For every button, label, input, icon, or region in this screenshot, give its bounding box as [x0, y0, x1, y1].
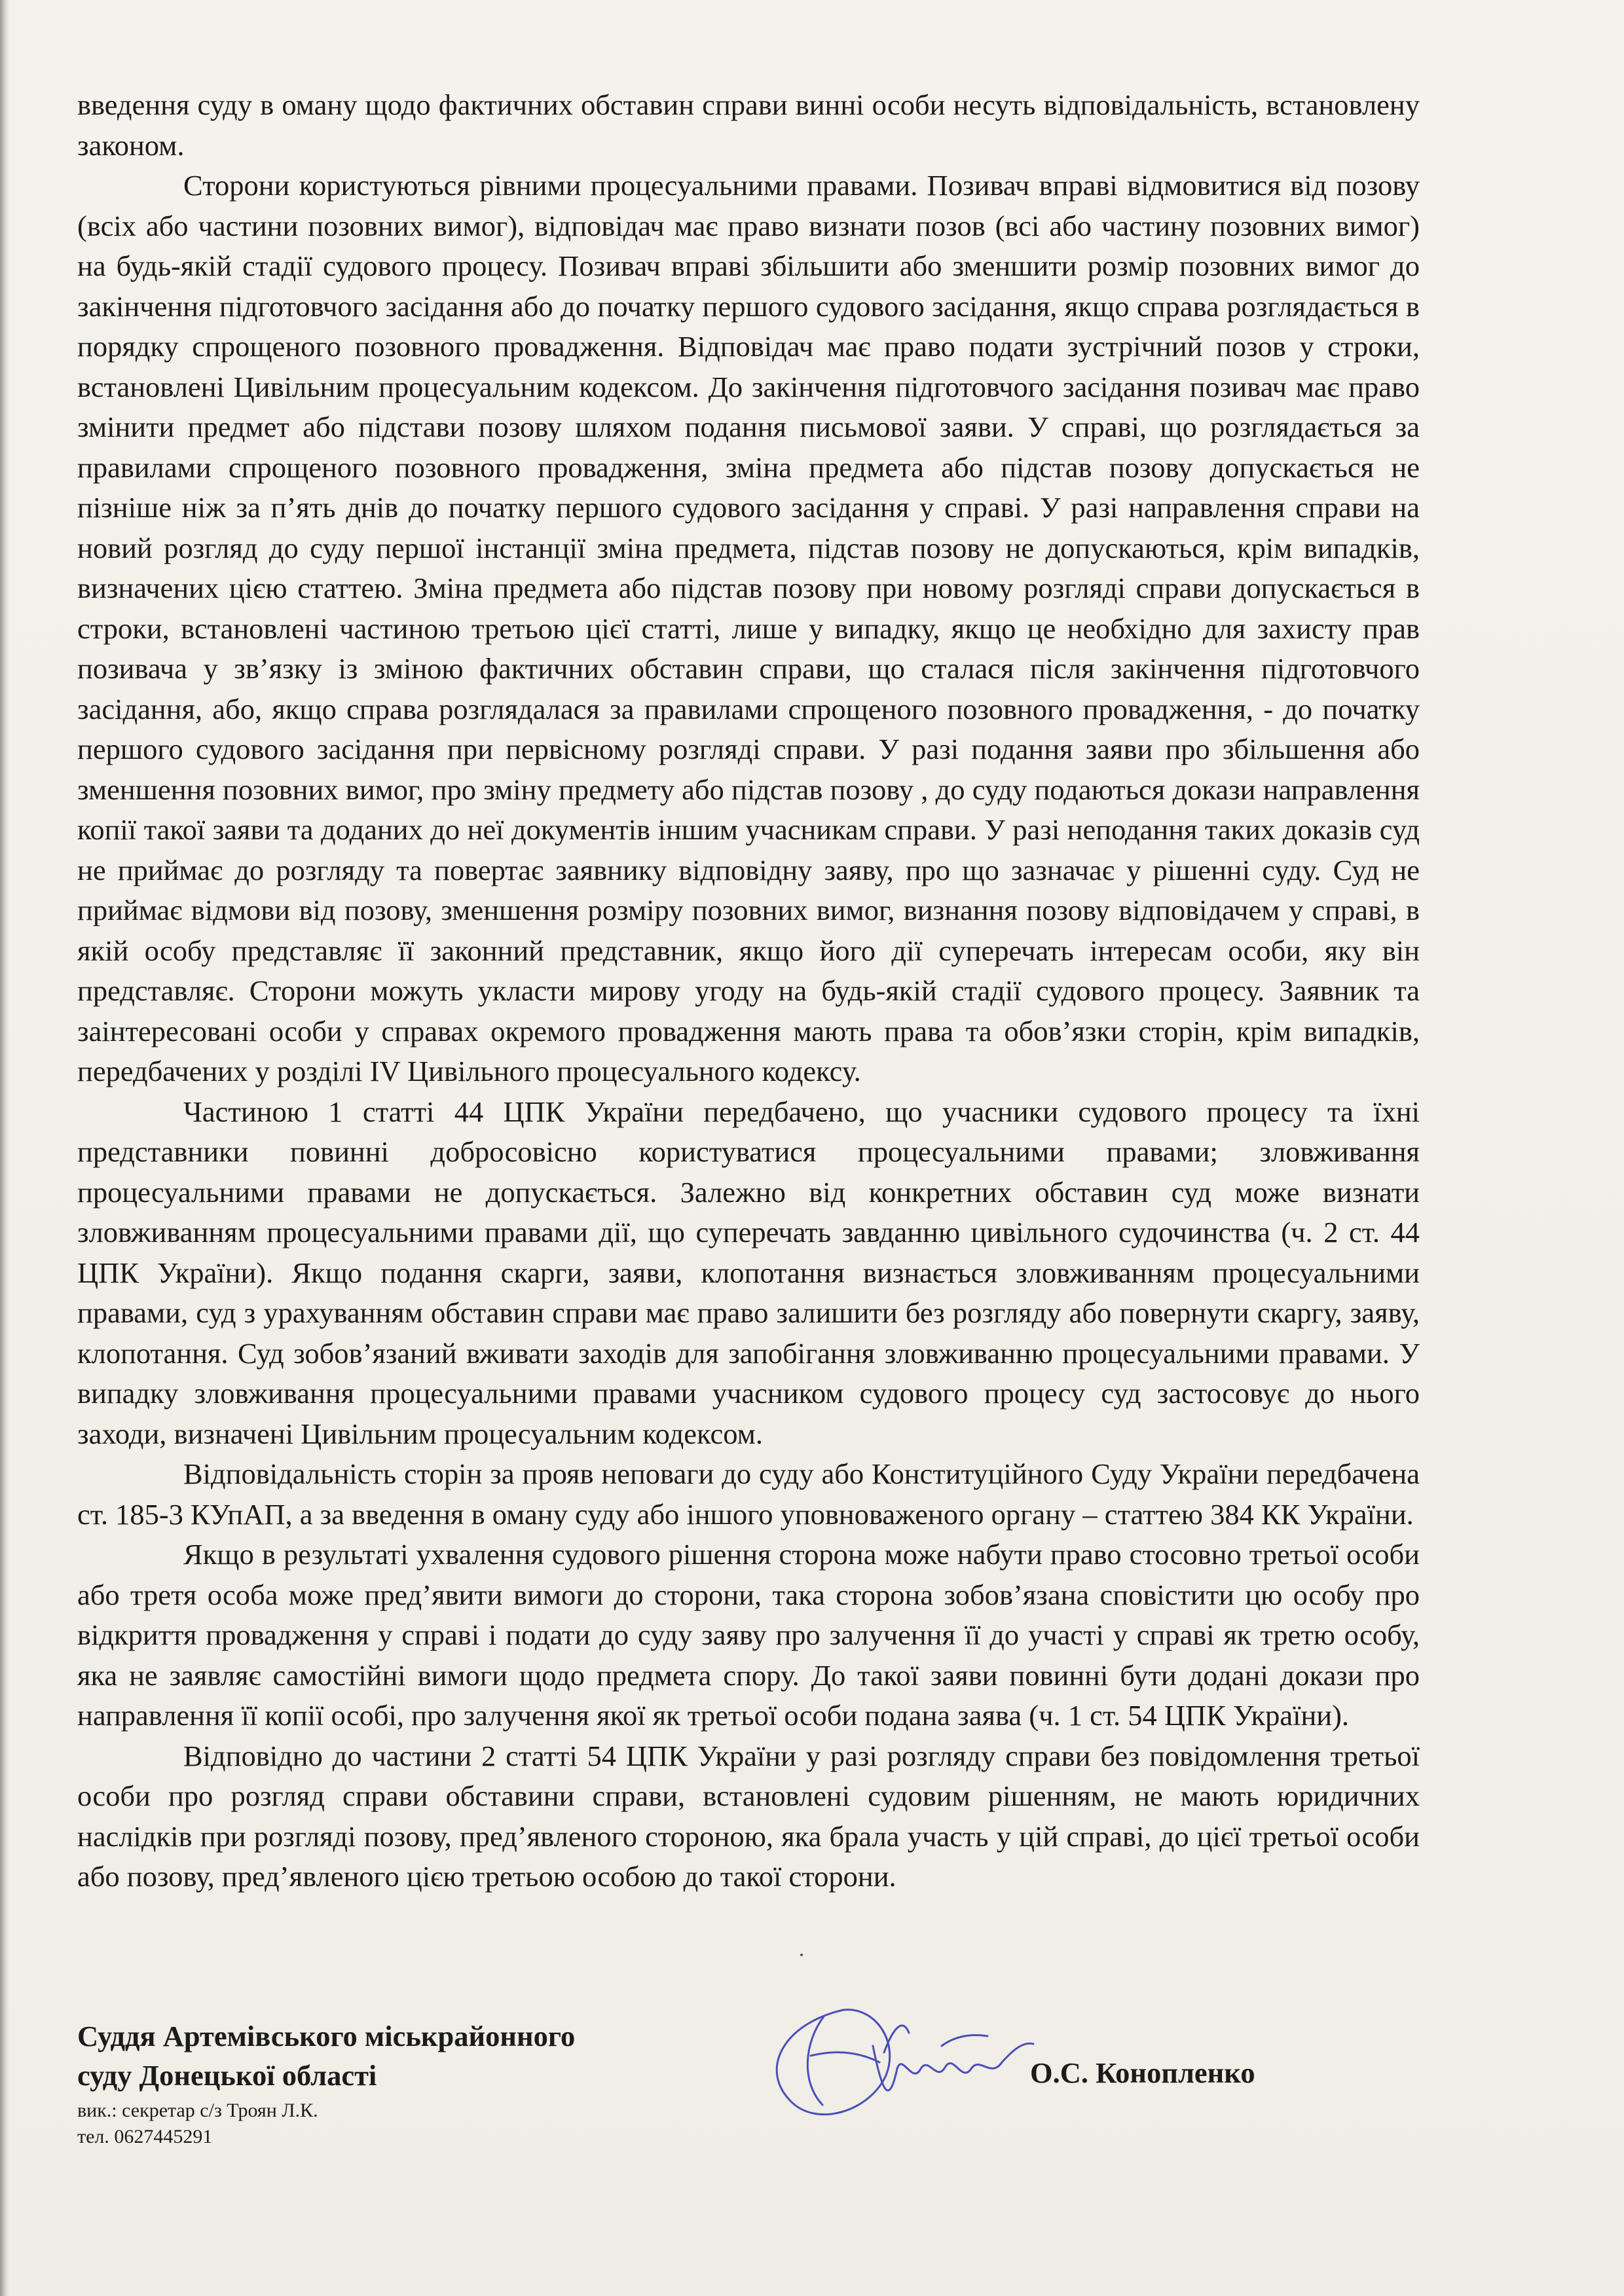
- judge-name: О.С. Конопленко: [1030, 2056, 1255, 2089]
- paragraph-1: введення суду в оману щодо фактичних обставин справи винні особи несуть відповідальність, встановлену законом.: [77, 88, 1420, 162]
- scan-edge-shadow: [0, 0, 9, 2296]
- judge-title-line-1: Суддя Артемівського міськрайонного: [77, 2020, 576, 2052]
- phone-line: тел. 0627445291: [77, 2126, 213, 2147]
- judge-title: [77, 2016, 575, 2095]
- executor-line: вик.: секретар с/з Троян Л.К.: [77, 2100, 318, 2121]
- handwritten-signature: [745, 1971, 1060, 2134]
- paragraph-5: Якщо в результаті ухвалення судового рішення сторона може набути право стосовно третьої особи або третя особа може пред’явити вимоги до сторони, така сторона зобов’язана сповістити цю особу про відкриття провадження у справі і подати до суду заяву про залучення її до участі у справі як третю особу, яка не заявляє самостійні вимоги щодо предмета спору. До такої заяви повинні бути додані докази про направлення її копії особі, про залучення якої як третьої особи подана заява (ч. 1 ст. 54 ЦПК України).: [77, 1538, 1420, 1732]
- judge-title-line-2: суду Донецької області: [77, 2059, 377, 2092]
- signature-block: [77, 2016, 1452, 2187]
- paragraph-3: Частиною 1 статті 44 ЦПК України передбачено, що учасники судового процесу та їхні представники повинні добросовісно користуватися процесуальними правами; зловживання процесуальними правами не допускається. Залежно від конкретних обставин суд може визнати зловживанням процесуальними правами дії, що суперечать завданню цивільного судочинства (ч. 2 ст. 44 ЦПК України). Якщо подання скарги, заяви, клопотання визнається зловживанням процесуальними правами, суд з урахуванням обставин справи має право залишити без розгляду або повернути скаргу, заяву, клопотання. Суд зобов’язаний вживати заходів для запобігання зловживанню процесуальними правами. У випадку зловживання процесуальними правами учасником судового процесу суд застосовує до нього заходи, визначені Цивільним процесуальним кодексом.: [77, 1095, 1420, 1450]
- document-body: [77, 85, 1420, 1897]
- paragraph-6: Відповідно до частини 2 статті 54 ЦПК України у разі розгляду справи без повідомлення третьої особи про розгляд справи обставини справи, встановлені судовим рішенням, не мають юридичних наслідків при розгляді позову, пред’явленого стороною, яка брала участь у цій справі, до цієї третьої особи або позову, пред’явленого цією третьою особою до такої сторони.: [77, 1739, 1420, 1893]
- paragraph-4: Відповідальність сторін за прояв неповаги до суду або Конституційного Суду України передбачена ст. 185-3 КУпАП, а за введення в оману суду або іншого уповноваженого органу – статтею 384 КК України.: [77, 1457, 1420, 1531]
- scan-speck: [800, 1954, 803, 1956]
- paragraph-2: Сторони користуються рівними процесуальними правами. Позивач вправі відмовитися від позову (всіх або частини позовних вимог), відповідач має право визнати позов (всі або частину позовних вимог) на будь-якій стадії судового процесу. Позивач вправі збільшити або зменшити розмір позовних вимог до закінчення підготовчого засідання або до початку першого судового засідання, якщо справа розглядається в порядку спрощеного позовного провадження. Відповідач має право подати зустрічний позов у строки, встановлені Цивільним процесуальним кодексом. До закінчення підготовчого засідання позивач має право змінити предмет або підстави позову шляхом подання письмової заяви. У справі, що розглядається за правилами спрощеного позовного провадження, зміна предмета або підстав позову допускається не пізніше ніж за п’ять днів до початку першого судового засідання у справі. У разі направлення справи на новий розгляд до суду першої інстанції зміна предмета, підстав позову не допускаються, крім випадків, визначених цією статтею. Зміна предмета або підстав позову при новому розгляді справи допускається в строки, встановлені частиною третьою цієї статті, лише у випадку, якщо це необхідно для захисту прав позивача у зв’язку із зміною фактичних обставин справи, що сталася після закінчення підготовчого засідання, або, якщо справа розглядалася за правилами спрощеного позовного провадження, - до початку першого судового засідання при первісному розгляді справи. У разі подання заяви про збільшення або зменшення позовних вимог, про зміну предмету або підстав позову , до суду подаються докази направлення копії такої заяви та доданих до неї документів іншим учасникам справи. У разі неподання таких доказів суд не приймає до розгляду та повертає заявнику відповідну заяву, про що зазначає у рішенні суду. Суд не приймає відмови від позову, зменшення розміру позовних вимог, визнання позову відповідачем у справі, в якій особу представляє її законний представник, якщо його дії суперечать інтересам особи, яку він представляє. Сторони можуть укласти мирову угоду на будь-якій стадії судового процесу. Заявник та заінтересовані особи у справах окремого провадження мають права та обов’язки сторін, крім випадків, передбачених у розділі IV Цивільного процесуального кодексу.: [77, 169, 1420, 1087]
